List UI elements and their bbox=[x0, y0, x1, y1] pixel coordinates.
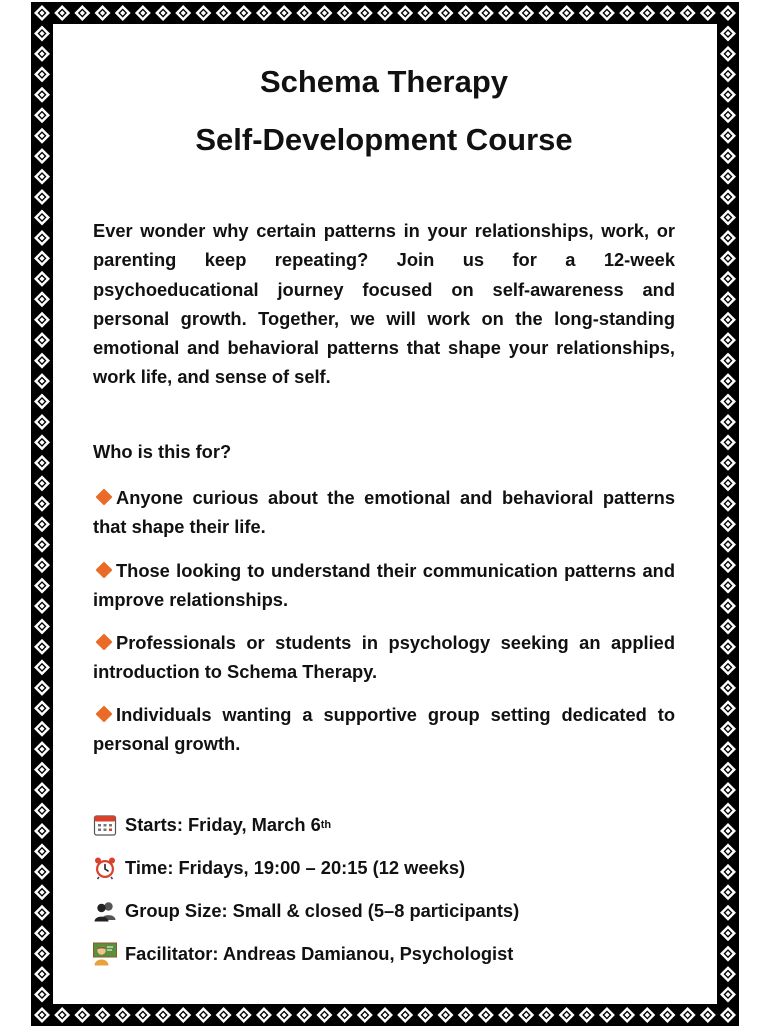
date-ordinal: th bbox=[320, 819, 332, 831]
teacher-icon bbox=[93, 942, 117, 966]
bullet-text: Those looking to understand their communication patterns and improve relationships. bbox=[93, 560, 675, 611]
bullet-text: Anyone curious about the emotional and behavioral patterns that shape their life. bbox=[93, 487, 675, 538]
alarm-clock-icon bbox=[93, 856, 117, 880]
bullet-item bbox=[93, 483, 675, 542]
orange-diamond-icon bbox=[96, 489, 113, 506]
bullet-item bbox=[93, 700, 675, 759]
intro-paragraph: Ever wonder why certain patterns in your relationships, work, or parenting keep repeating? Join us for a 12-week psychoeducational journey focused on self-awareness and personal growth. Together, we will work on the long-standing emotional and behavioral patterns that shape your relationships, work life, and sense of self. bbox=[93, 220, 675, 388]
facilitator-text: Facilitator: Andreas Damianou, Psychologist bbox=[125, 943, 514, 964]
orange-diamond-icon bbox=[96, 706, 113, 723]
session-time-text: Time: Fridays, 19:00 – 20:15 (12 weeks) bbox=[125, 857, 466, 878]
orange-diamond-icon bbox=[96, 562, 113, 579]
bullet-item bbox=[93, 628, 675, 687]
bullet-text: Individuals wanting a supportive group setting dedicated to personal growth. bbox=[93, 704, 675, 755]
calendar-icon bbox=[93, 813, 117, 837]
start-date bbox=[93, 812, 331, 838]
session-time bbox=[93, 855, 465, 881]
orange-diamond-icon bbox=[96, 634, 113, 651]
page-subtitle: Self-Development Course bbox=[195, 122, 573, 157]
group-size bbox=[93, 898, 519, 924]
facilitator bbox=[93, 941, 513, 967]
start-date-text: Starts: Friday, March 6 bbox=[125, 814, 321, 835]
people-icon bbox=[93, 899, 117, 923]
page-title: Schema Therapy bbox=[259, 64, 509, 99]
who-heading: Who is this for? bbox=[93, 441, 232, 462]
bullet-text: Professionals or students in psychology seeking an applied introduction to Schema Therapy. bbox=[93, 632, 675, 683]
group-size-text: Group Size: Small & closed (5–8 participants) bbox=[125, 900, 520, 921]
bullet-item bbox=[93, 556, 675, 615]
